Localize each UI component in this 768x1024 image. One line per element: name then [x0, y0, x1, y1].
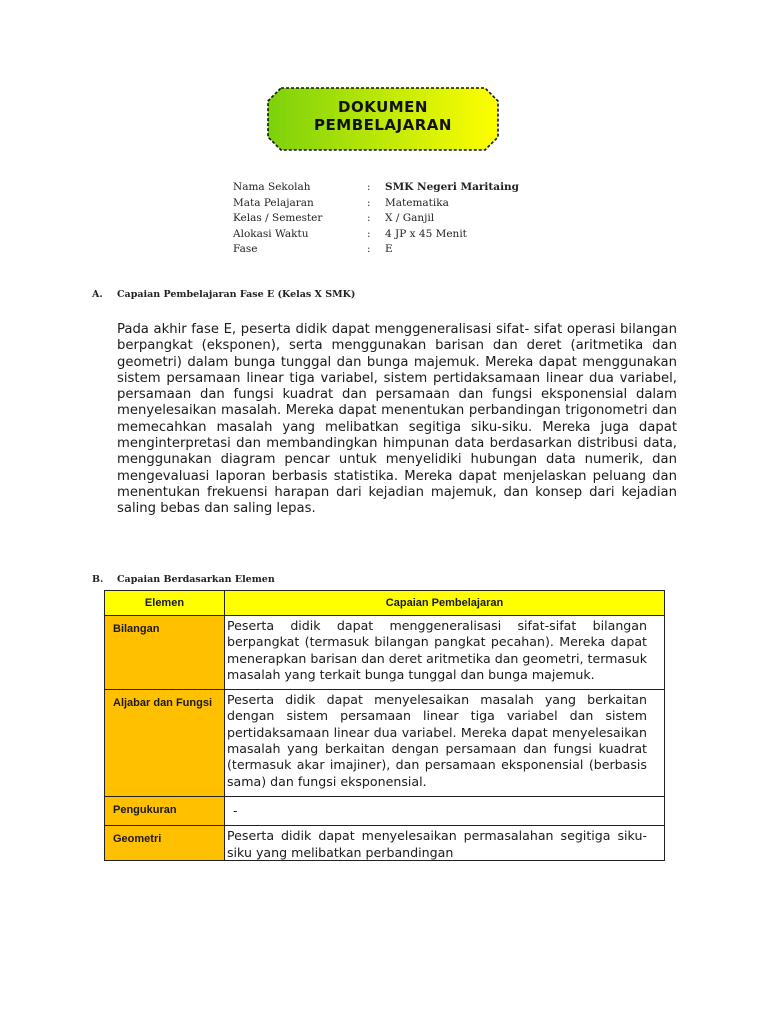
- info-row-mata-pelajaran: [233, 196, 585, 212]
- section-a-heading: [92, 289, 355, 300]
- elemen-cell: Geometri: [105, 826, 225, 861]
- badge-title: [267, 98, 499, 134]
- capaian-text: Peserta didik dapat menyelesaikan permasalahan segitiga siku-siku yang melibatkan perbandingan: [227, 828, 647, 860]
- info-label: Kelas / Semester: [233, 212, 323, 224]
- section-b-heading: [92, 574, 275, 585]
- table-row: [105, 616, 665, 690]
- document-title-badge: [267, 87, 499, 151]
- info-row-kelas-semester: [233, 211, 585, 227]
- info-value: SMK Negeri Maritaing: [385, 181, 520, 193]
- table-row: [105, 796, 665, 825]
- info-value: Matematika: [385, 196, 449, 209]
- info-colon: :: [367, 212, 371, 224]
- info-label: Alokasi Waktu: [233, 227, 309, 240]
- capaian-cell: Peserta didik dapat menggeneralisasi sifat-sifat bilangan berpangkat (termasuk bilangan pangkat pecahan). Mereka dapat menerapkan barisan dan deret aritmetika dan geometri, termasuk masalah yang terkait bunga tunggal dan bunga majemuk.: [225, 616, 665, 690]
- info-row-alokasi-waktu: [233, 227, 585, 243]
- section-title: Capaian Berdasarkan Elemen: [117, 574, 275, 585]
- capaian-elemen-table: [104, 590, 665, 861]
- section-title: Capaian Pembelajaran Fase E (Kelas X SMK): [117, 289, 356, 300]
- info-label: Mata Pelajaran: [233, 196, 314, 209]
- info-colon: :: [367, 196, 371, 209]
- capaian-cell: [225, 826, 665, 861]
- info-value: 4 JP x 45 Menit: [385, 227, 467, 240]
- info-value: E: [385, 243, 393, 255]
- section-letter: A.: [92, 289, 103, 300]
- info-label: Nama Sekolah: [233, 181, 311, 193]
- info-value: X / Ganjil: [385, 212, 435, 224]
- table-row: [105, 826, 665, 861]
- header-capaian: Capaian Pembelajaran: [225, 591, 665, 616]
- section-letter: B.: [92, 574, 104, 585]
- table-row: [105, 690, 665, 797]
- badge-title-line-1: DOKUMEN: [338, 98, 428, 116]
- info-colon: :: [367, 227, 371, 240]
- header-elemen: Elemen: [105, 591, 225, 616]
- capaian-paragraph: Pada akhir fase E, peserta didik dapat menggeneralisasi sifat- sifat operasi bilangan berpangkat (eksponen), serta menggunakan barisan dan deret (aritmetika dan geometri) dalam bunga tunggal dan bunga majemuk. Mereka dapat menggunakan sistem persamaan linear tiga variabel, sistem pertidaksamaan linear dua variabel, persamaan dan fungsi kuadrat dan persamaan dan fungsi eksponensial dalam menyelesaikan masalah. Mereka dapat menentukan perbandingan trigonometri dan memecahkan masalah yang melibatkan segitiga siku-siku. Mereka juga dapat menginterpretasi dan membandingkan himpunan data berdasarkan distribusi data, menggunakan diagram pencar untuk menyelidiki hubungan data numerik, dan mengevaluasi laporan berbasis statistika. Mereka dapat menjelaskan peluang dan menentukan frekuensi harapan dari kejadian majemuk, dan konsep dari kejadian saling bebas dan saling lepas.: [117, 322, 677, 517]
- elemen-cell: Aljabar dan Fungsi: [105, 690, 225, 797]
- table-header-row: [105, 591, 665, 616]
- info-label: Fase: [233, 243, 258, 255]
- elemen-cell: Pengukuran: [105, 796, 225, 825]
- info-colon: :: [367, 181, 371, 193]
- info-row-nama-sekolah: [233, 180, 585, 196]
- info-row-fase: [233, 242, 585, 258]
- capaian-cell: -: [225, 796, 665, 825]
- badge-title-line-2: PEMBELAJARAN: [314, 116, 452, 134]
- capaian-cell: Peserta didik dapat menyelesaikan masalah yang berkaitan dengan sistem persamaan linear tiga variabel dan sistem pertidaksamaan linear dua variabel. Mereka dapat menyelesaikan masalah yang berkaitan dengan persamaan dan fungsi kuadrat (termasuk akar imajiner), dan persamaan eksponensial (berbasis sama) dan fungsi eksponensial.: [225, 690, 665, 797]
- identity-info-block: [233, 180, 585, 258]
- elemen-cell: Bilangan: [105, 616, 225, 690]
- info-colon: :: [367, 243, 371, 255]
